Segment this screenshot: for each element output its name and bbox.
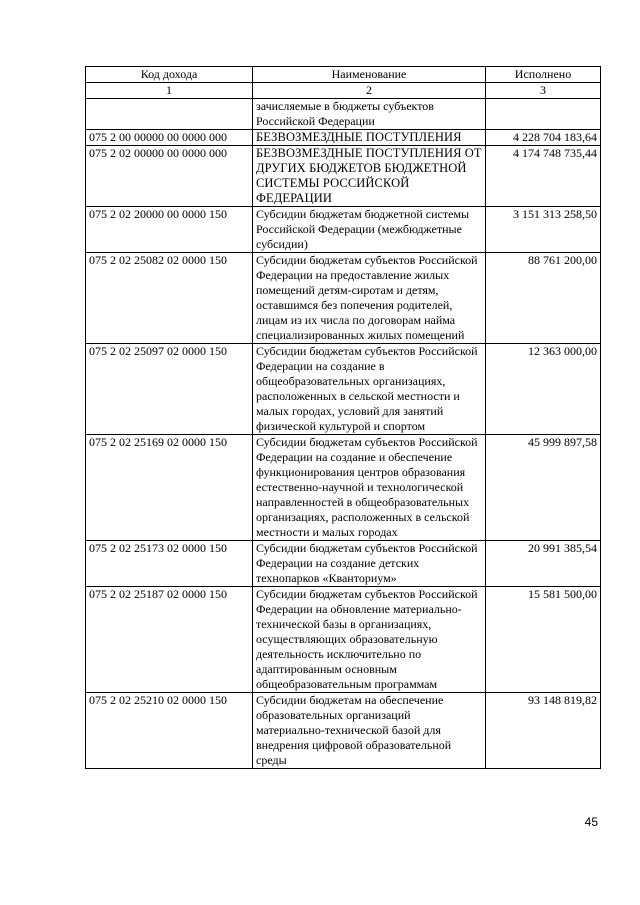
- income-code: 075 2 02 25173 02 0000 150: [86, 541, 253, 587]
- table-header-row: [86, 67, 601, 83]
- income-amount: 4 174 748 735,44: [486, 146, 601, 207]
- income-code: 075 2 02 25082 02 0000 150: [86, 253, 253, 344]
- income-amount: 93 148 819,82: [486, 693, 601, 769]
- table-column-numbers-row: [86, 83, 601, 99]
- column-number-2: 2: [253, 83, 486, 99]
- table-row: [86, 253, 601, 344]
- income-amount: 3 151 313 258,50: [486, 207, 601, 253]
- table-row: [86, 344, 601, 435]
- header-code: Код дохода: [86, 67, 253, 83]
- income-amount: 12 363 000,00: [486, 344, 601, 435]
- income-name: Субсидии бюджетам субъектов Российской Федерации на создание детских технопарков «Кванториум»: [253, 541, 486, 587]
- income-name: Субсидии бюджетам субъектов Российской Федерации на предоставление жилых помещений детям-сиротам и детям, оставшимся без попечения родителей, лицам из их числа по договорам найма специализированных жилых помещений: [253, 253, 486, 344]
- income-amount: 15 581 500,00: [486, 587, 601, 693]
- income-name: Субсидии бюджетам субъектов Российской Федерации на создание в общеобразовательных организациях, расположенных в сельской местности и малых городах, условий для занятий физической культурой и спортом: [253, 344, 486, 435]
- revenue-table: [85, 66, 601, 769]
- table-row: [86, 130, 601, 146]
- table-row: [86, 587, 601, 693]
- column-number-3: 3: [486, 83, 601, 99]
- table-row: [86, 693, 601, 769]
- income-code: 075 2 02 20000 00 0000 150: [86, 207, 253, 253]
- table-row: [86, 541, 601, 587]
- income-code: [86, 99, 253, 130]
- income-name: Субсидии бюджетам на обеспечение образовательных организаций материально-технической базой для внедрения цифровой образовательной среды: [253, 693, 486, 769]
- income-code: 075 2 02 25187 02 0000 150: [86, 587, 253, 693]
- table-row: [86, 207, 601, 253]
- income-amount: 88 761 200,00: [486, 253, 601, 344]
- income-amount: 4 228 704 183,64: [486, 130, 601, 146]
- column-number-1: 1: [86, 83, 253, 99]
- income-name: БЕЗВОЗМЕЗДНЫЕ ПОСТУПЛЕНИЯ: [253, 130, 486, 146]
- table-row: [86, 146, 601, 207]
- table-row: [86, 435, 601, 541]
- income-code: 075 2 02 25210 02 0000 150: [86, 693, 253, 769]
- page-number: 45: [584, 815, 598, 829]
- income-name: БЕЗВОЗМЕЗДНЫЕ ПОСТУПЛЕНИЯ ОТ ДРУГИХ БЮДЖЕТОВ БЮДЖЕТНОЙ СИСТЕМЫ РОССИЙСКОЙ ФЕДЕРАЦИИ: [253, 146, 486, 207]
- header-name: Наименование: [253, 67, 486, 83]
- income-name: Субсидии бюджетам бюджетной системы Российской Федерации (межбюджетные субсидии): [253, 207, 486, 253]
- income-amount: 20 991 385,54: [486, 541, 601, 587]
- income-amount: [486, 99, 601, 130]
- income-code: 075 2 02 25097 02 0000 150: [86, 344, 253, 435]
- table-row: [86, 99, 601, 130]
- header-sum: Исполнено: [486, 67, 601, 83]
- income-name: Субсидии бюджетам субъектов Российской Федерации на создание и обеспечение функционирования центров образования естественно-научной и технологической направленностей в общеобразовательных организациях, расположенных в сельской местности и малых городах: [253, 435, 486, 541]
- income-name: Субсидии бюджетам субъектов Российской Федерации на обновление материально-технической базы в организациях, осуществляющих образовательную деятельность исключительно по адаптированным основным общеобразовательным программам: [253, 587, 486, 693]
- income-amount: 45 999 897,58: [486, 435, 601, 541]
- income-code: 075 2 02 25169 02 0000 150: [86, 435, 253, 541]
- income-code: 075 2 02 00000 00 0000 000: [86, 146, 253, 207]
- income-name: зачисляемые в бюджеты субъектов Российской Федерации: [253, 99, 486, 130]
- income-code: 075 2 00 00000 00 0000 000: [86, 130, 253, 146]
